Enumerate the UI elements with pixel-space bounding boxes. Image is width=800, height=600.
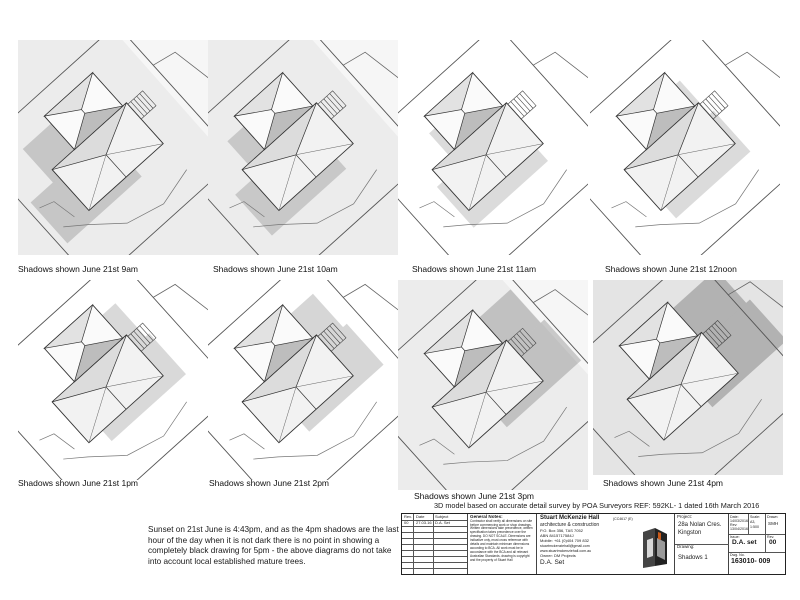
firm-status: D.A. Set bbox=[540, 559, 565, 566]
subject-header: Subject bbox=[435, 514, 449, 519]
site-shadow-drawing bbox=[208, 40, 398, 255]
drawn-value: SMH bbox=[768, 521, 779, 526]
rev-row-rev: 00 bbox=[404, 520, 409, 525]
site-shadow-drawing bbox=[398, 40, 588, 255]
site-shadow-drawing bbox=[398, 280, 588, 490]
shadow-diagram-panel bbox=[590, 40, 780, 255]
project-address: 28a Nolan Cres. bbox=[678, 522, 722, 528]
rev-date: 13/04/2016 bbox=[730, 527, 748, 531]
meta-block bbox=[729, 514, 785, 574]
firm-logo bbox=[641, 526, 673, 570]
project-block bbox=[675, 514, 729, 574]
date-header: Date bbox=[416, 514, 425, 519]
drawn-label: Drawn: bbox=[767, 515, 779, 519]
survey-note: 3D model based on accurate detail survey by POA Surveyors REF: 592KL- 1 dated 16th March 2016 bbox=[434, 501, 760, 510]
firm-line: Owner: DM Projects bbox=[540, 553, 576, 558]
firm-block bbox=[537, 514, 675, 574]
firm-line: Mobile: +61 (0)404 709 832 bbox=[540, 538, 590, 543]
general-notes bbox=[468, 514, 537, 574]
general-notes-text: Contractor shall verify all dimensions on site before commencing work or shop drawings. Written dimensions take precedence, written specification takes precedence over the drawing. DO NOT SCALE. Dimensions are indicative only, must cross reference with details and maintain minimum dimensions according to BCA. All work must be in accordance with the BCA and all relevant Australian Standards. drawing is copyright and the property of Stuart Hall bbox=[470, 518, 533, 562]
shadow-diagram-panel bbox=[593, 280, 783, 475]
firm-sub: architecture & construction bbox=[540, 522, 600, 528]
rev-row-date: 27.03.16 bbox=[416, 520, 432, 525]
date-label: Date: bbox=[730, 515, 739, 519]
panel-caption: Shadows shown June 21st 9am bbox=[18, 264, 139, 274]
shadow-diagram-panel bbox=[398, 40, 588, 255]
general-notes-heading: General Notes: bbox=[470, 514, 503, 519]
firm-line: P.O. Box 356, TAS 7052 bbox=[540, 528, 583, 533]
panel-caption: Shadows shown June 21st 12noon bbox=[605, 264, 737, 274]
panel-caption: Shadows shown June 21st 3pm bbox=[414, 491, 535, 501]
firm-reg: (CC4617 (E) bbox=[613, 517, 633, 521]
firm-line: ABN 8415717584J bbox=[540, 533, 574, 538]
scale-label: Scale: bbox=[750, 515, 760, 519]
drawing-label: Drawing: bbox=[677, 544, 695, 549]
shadow-diagram-panel bbox=[208, 280, 398, 480]
site-shadow-drawing bbox=[18, 40, 208, 255]
scale-value: A3, 1:500 bbox=[750, 520, 759, 529]
date-value: 14/03/2016 bbox=[730, 519, 748, 523]
dwg-label: Dwg. No. bbox=[730, 553, 745, 557]
sunset-note: Sunset on 21st June is 4:43pm, and as the 4pm shadows are the last hour of the day when it is not dark there is no point in showing a completely black drawing for 5pm - the above diagrams do not take into account local established mature trees. bbox=[148, 525, 399, 566]
firm-line: www.stuartmckenziehall.com.au bbox=[540, 549, 592, 553]
panel-caption: Shadows shown June 21st 11am bbox=[412, 264, 537, 274]
issue-label: Issue: bbox=[730, 535, 740, 539]
panel-caption: Shadows shown June 21st 1pm bbox=[18, 478, 139, 488]
project-label: Project: bbox=[677, 514, 692, 519]
rev-no-label: Rev. bbox=[767, 535, 775, 539]
panel-caption: Shadows shown June 21st 2pm bbox=[209, 478, 330, 488]
revision-table bbox=[402, 514, 468, 574]
issue-value: D.A. set bbox=[732, 539, 757, 546]
site-shadow-drawing bbox=[18, 280, 208, 480]
site-shadow-drawing bbox=[590, 40, 780, 255]
firm-name: Stuart McKenzie Hall bbox=[540, 515, 600, 521]
dwg-value: 163010- 009 bbox=[731, 558, 771, 565]
site-shadow-drawing bbox=[208, 280, 398, 480]
rev-row-subject: D.A. Set bbox=[435, 520, 450, 525]
rev-label: Rev: bbox=[730, 523, 738, 527]
site-shadow-drawing bbox=[593, 280, 783, 475]
rev-header: Rev. bbox=[404, 514, 412, 519]
shadow-diagram-panel bbox=[398, 280, 588, 490]
project-suburb: Kingston bbox=[678, 530, 702, 536]
panel-caption: Shadows shown June 21st 10am bbox=[213, 264, 338, 274]
firm-line: stuartmckenziehall@gmail.com bbox=[540, 544, 590, 548]
shadow-diagram-panel bbox=[208, 40, 398, 255]
drawing-title: Shadows 1 bbox=[678, 555, 708, 561]
title-block bbox=[401, 513, 786, 575]
shadow-diagram-panel bbox=[18, 40, 208, 255]
shadow-diagram-panel bbox=[18, 280, 208, 480]
rev-no-value: 00 bbox=[769, 539, 777, 546]
panel-caption: Shadows shown June 21st 4pm bbox=[603, 478, 724, 488]
